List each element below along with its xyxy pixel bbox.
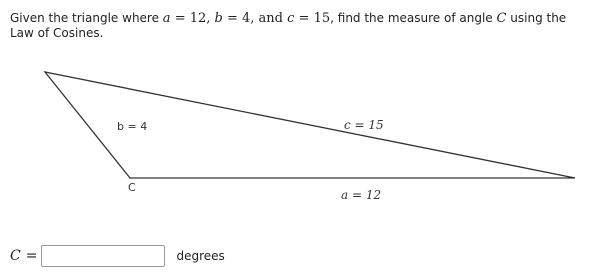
answer-variable: C [10,248,21,264]
units-label: degrees [176,249,225,263]
problem-statement: Given the triangle where a = 12, b = 4, and c = 15, find the measure of angle C using the Law of Cosines. [10,11,567,40]
answer-row [10,243,225,269]
var-a: a = 12, [162,11,215,26]
answer-equals: = [25,248,38,264]
label-side-c: c = 15 [344,118,384,132]
var-c: c = 15 [287,11,331,26]
angle-var: C [496,11,507,26]
var-b: b = 4, and [214,11,288,26]
answer-input[interactable] [41,245,165,267]
label-side-b: b = 4 [117,120,148,133]
label-side-a: a = 12 [341,188,382,202]
label-vertex-c: C [128,181,136,194]
